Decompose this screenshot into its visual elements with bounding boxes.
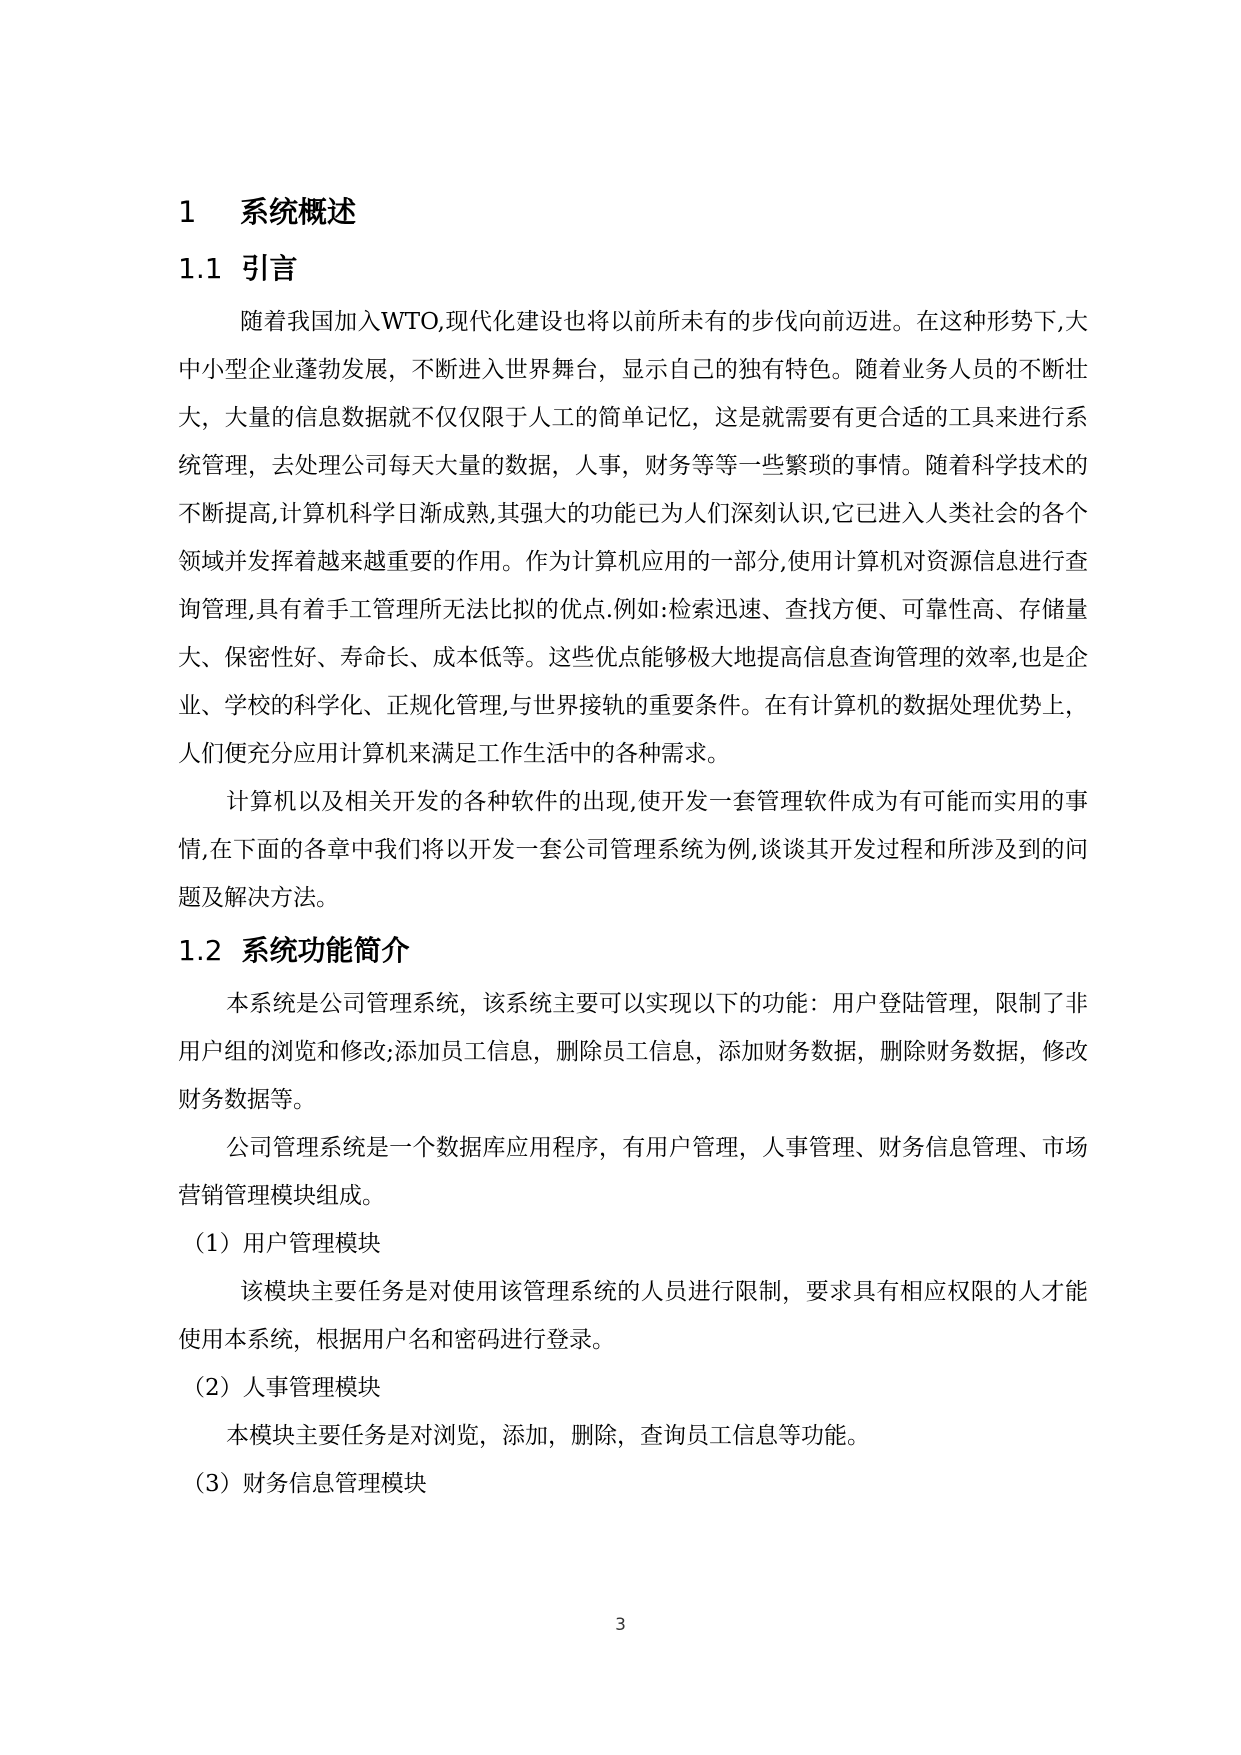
chapter-heading [178,192,1088,232]
section-title: 系统功能简介 [241,934,410,967]
module-heading: （3）财务信息管理模块 [182,1471,427,1497]
paragraph: 随着我国加入WTO,现代化建设也将以前所未有的步伐向前迈进。在这种形势下,大中小型企业蓬勃发展，不断进入世界舞台，显示自己的独有特色。随着业务人员的不断壮大，大量的信息数据就不仅仅限于人工的简单记忆，这是就需要有更合适的工具来进行系统管理，去处理公司每天大量的数据，人事，财务等等一些繁琐的事情。随着科学技术的不断提高,计算机科学日渐成熟,其强大的功能已为人们深刻认识,它已进入人类社会的各个领域并发挥着越来越重要的作用。作为计算机应用的一部分,使用计算机对资源信息进行查询管理,具有着手工管理所无法比拟的优点.例如:检索迅速、查找方便、可靠性高、存储量大、保密性好、寿命长、成本低等。这些优点能够极大地提高信息查询管理的效率,也是企业、学校的科学化、正规化管理,与世界接轨的重要条件。在有计算机的数据处理优势上，人们便充分应用计算机来满足工作生活中的各种需求。 [178,309,1088,767]
module-heading: （1）用户管理模块 [182,1231,381,1257]
section-heading-1-2 [178,930,1088,972]
paragraph: 本系统是公司管理系统，该系统主要可以实现以下的功能：用户登陆管理，限制了非用户组的浏览和修改;添加员工信息，删除员工信息，添加财务数据，删除财务数据，修改财务数据等。 [178,991,1088,1113]
section-heading-1-1 [178,248,1088,290]
page-number: 3 [615,1615,626,1635]
chapter-number: 1 [178,195,197,229]
page-content [178,180,1088,1508]
chapter-title: 系统概述 [240,195,357,229]
module-description: 本模块主要任务是对浏览，添加，删除，查询员工信息等功能。 [226,1423,870,1449]
section-title: 引言 [241,252,298,285]
paragraph: 公司管理系统是一个数据库应用程序，有用户管理，人事管理、财务信息管理、市场营销管理模块组成。 [178,1135,1088,1209]
module-heading: （2）人事管理模块 [182,1375,381,1401]
section-number: 1.2 [178,934,223,967]
section-number: 1.1 [178,252,223,285]
paragraph: 计算机以及相关开发的各种软件的出现,使开发一套管理软件成为有可能而实用的事情,在下面的各章中我们将以开发一套公司管理系统为例,谈谈其开发过程和所涉及到的问题及解决方法。 [178,789,1088,911]
module-description: 该模块主要任务是对使用该管理系统的人员进行限制，要求具有相应权限的人才能使用本系统，根据用户名和密码进行登录。 [178,1279,1088,1353]
